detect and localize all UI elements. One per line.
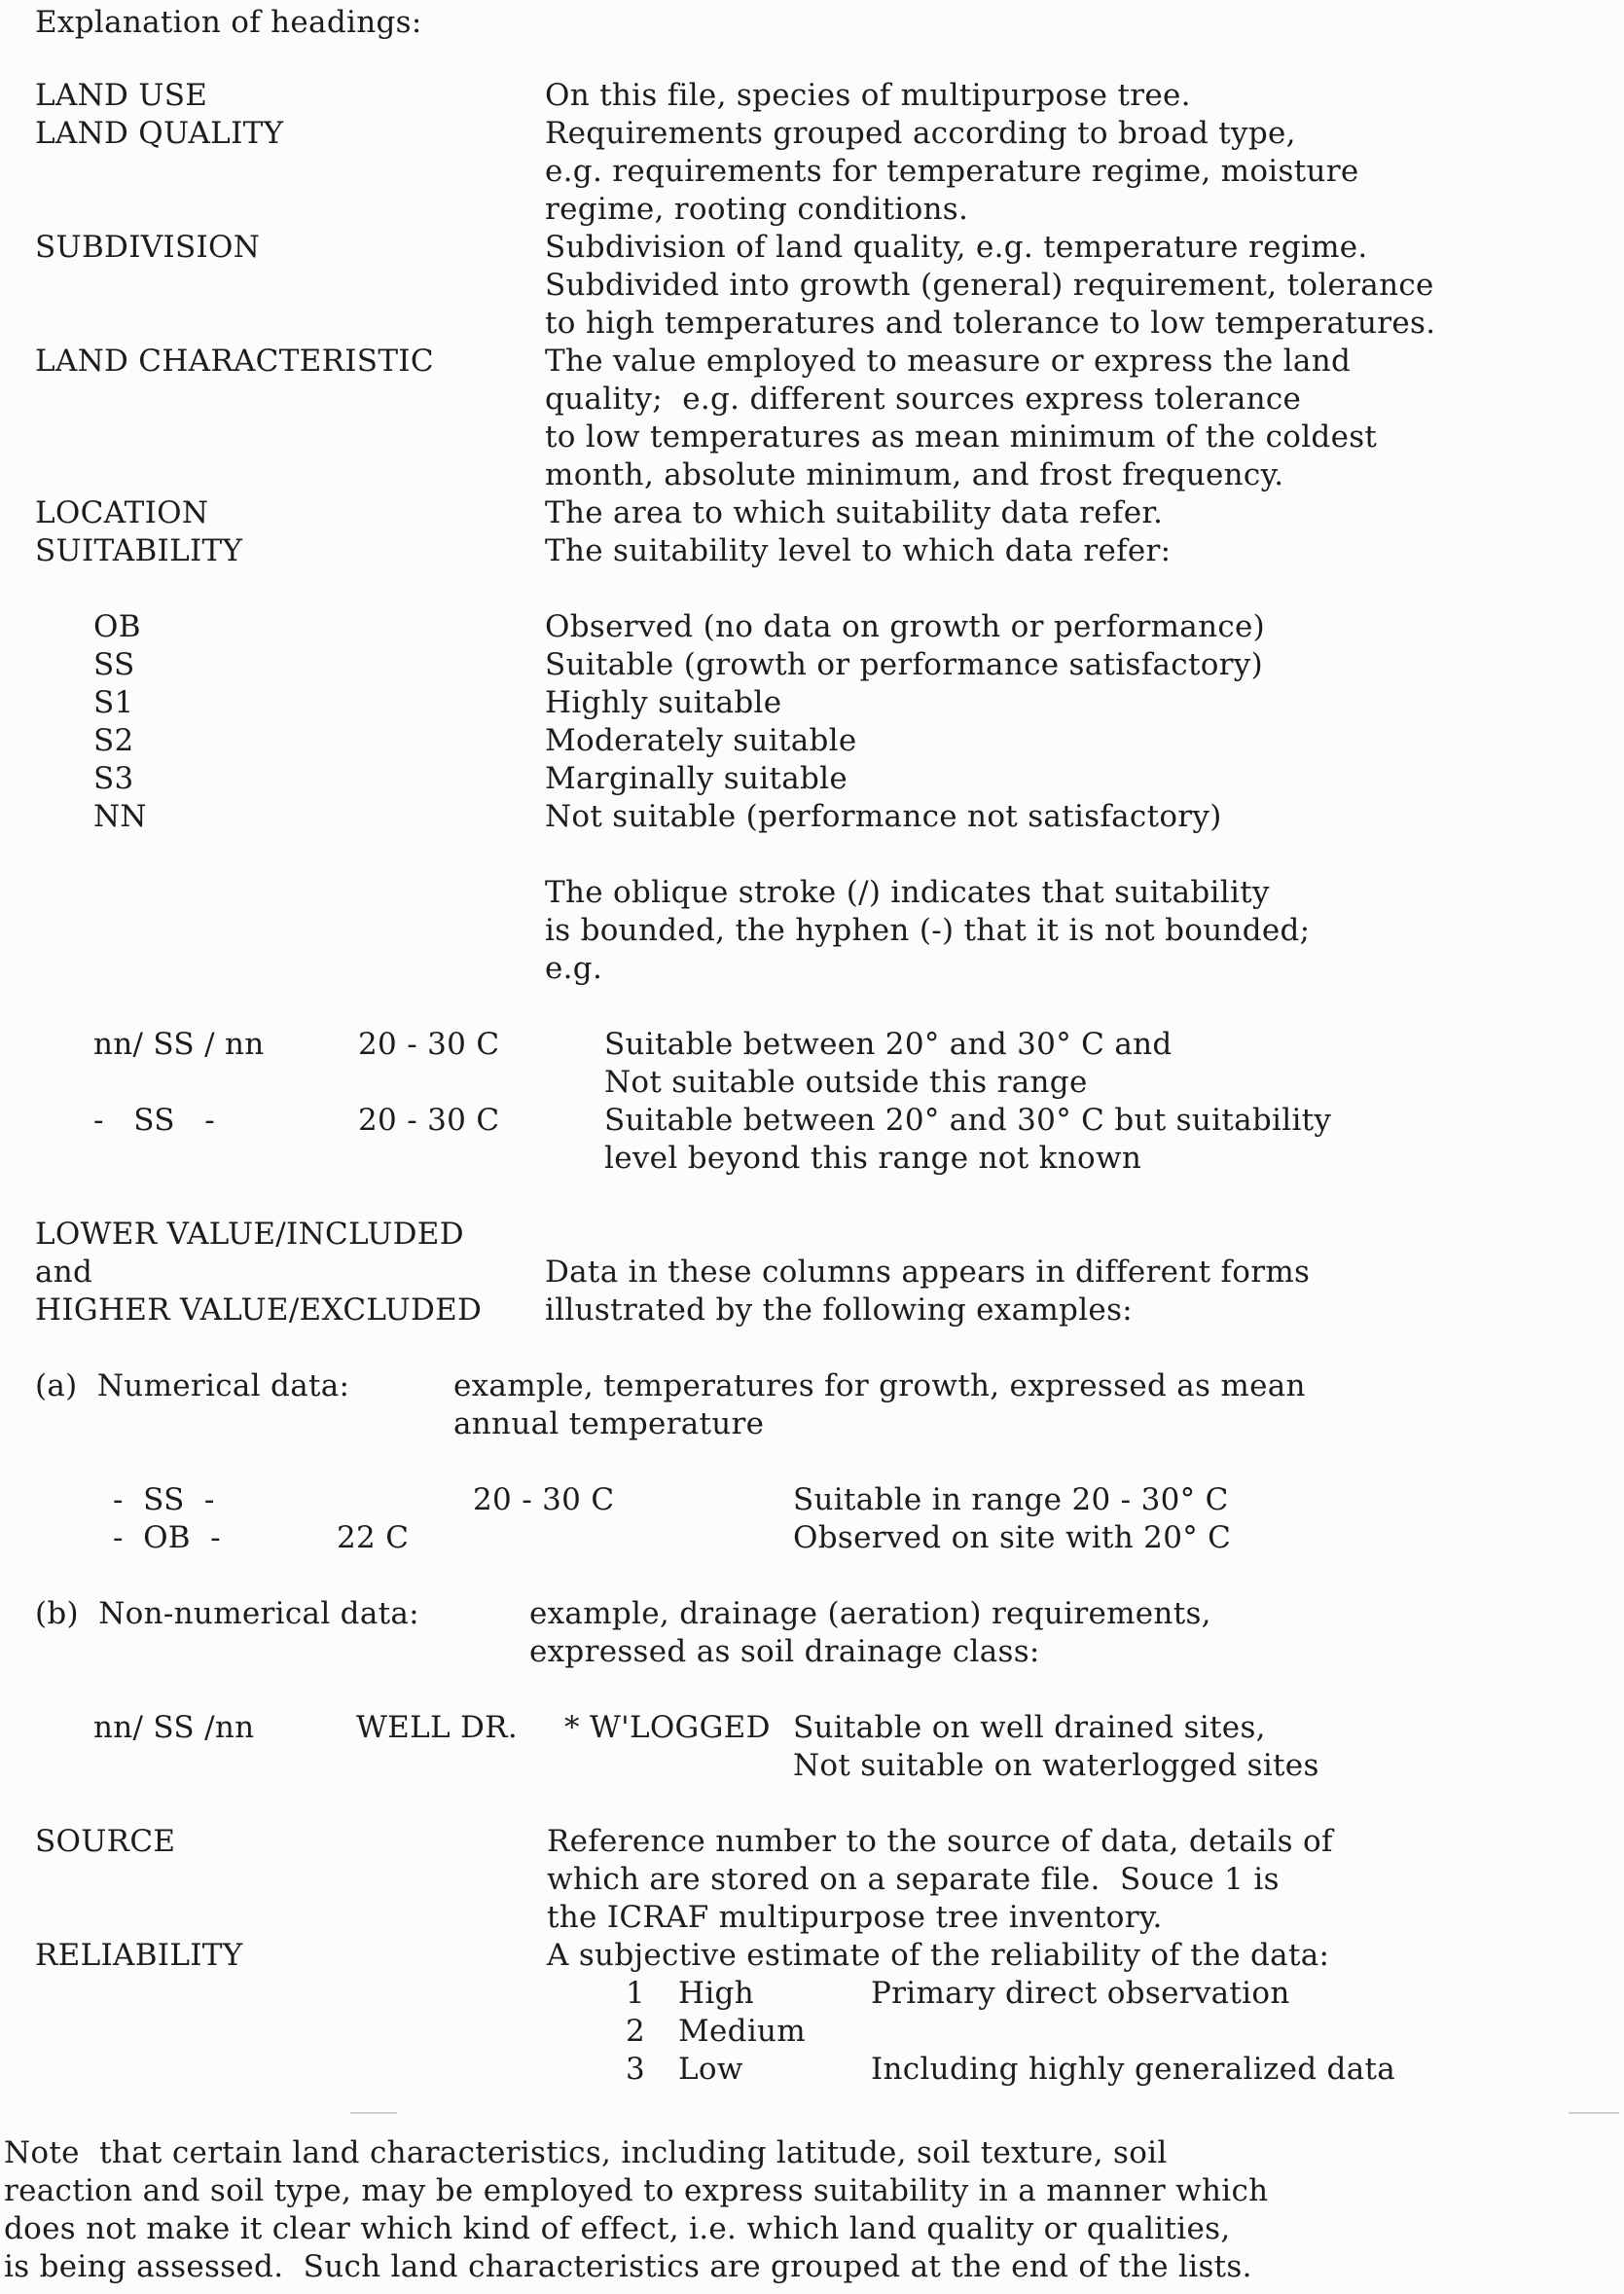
def-location-line: The area to which suitability data refer. xyxy=(545,495,1164,530)
oblique-note-line: The oblique stroke (/) indicates that suitability xyxy=(545,875,1270,910)
suitability-desc-s2: Moderately suitable xyxy=(545,723,857,758)
note-line: Note that certain land characteristics, including latitude, soil texture, soil xyxy=(4,2135,1168,2170)
bound-example-range: 20 - 30 C xyxy=(358,1103,500,1138)
reliability-label: Medium xyxy=(678,2014,807,2049)
term-location: LOCATION xyxy=(35,495,209,530)
numerical-label: (a) Numerical data: xyxy=(35,1368,350,1403)
term-source: SOURCE xyxy=(35,1824,176,1859)
value-desc-line: illustrated by the following examples: xyxy=(545,1293,1134,1328)
nonnumerical-row-desc: Suitable on well drained sites, xyxy=(793,1710,1266,1745)
page-heading: Explanation of headings: xyxy=(35,5,422,40)
scan-mark xyxy=(1569,2112,1619,2114)
note-line: is being assessed. Such land characteristics are grouped at the end of the lists. xyxy=(4,2249,1252,2284)
bound-example-range: 20 - 30 C xyxy=(358,1027,500,1062)
term-suitability: SUITABILITY xyxy=(35,533,243,568)
def-suitability-line: The suitability level to which data refer: xyxy=(545,533,1172,568)
numerical-row-desc: Observed on site with 20° C xyxy=(793,1520,1232,1555)
suitability-code-s3: S3 xyxy=(93,761,134,796)
nonnumerical-row-desc: Not suitable on waterlogged sites xyxy=(793,1748,1319,1783)
suitability-code-nn: NN xyxy=(93,799,147,834)
bound-example-desc: Not suitable outside this range xyxy=(604,1065,1088,1100)
def-subdivision-line: Subdivision of land quality, e.g. temperature regime. xyxy=(545,230,1368,265)
reliability-num: 3 xyxy=(626,2052,646,2087)
note-line: does not make it clear which kind of effect, i.e. which land quality or qualities, xyxy=(4,2211,1231,2246)
suitability-desc-s1: Highly suitable xyxy=(545,685,782,720)
oblique-note-line: is bounded, the hyphen (-) that it is not bounded; xyxy=(545,913,1311,948)
def-land-quality-line: Requirements grouped according to broad type, xyxy=(545,116,1296,151)
nonnumerical-label: (b) Non-numerical data: xyxy=(35,1596,419,1631)
value-desc-line: Data in these columns appears in different forms xyxy=(545,1255,1311,1290)
suitability-desc-ob: Observed (no data on growth or performance) xyxy=(545,609,1266,644)
def-subdivision-line: to high temperatures and tolerance to low temperatures. xyxy=(545,306,1436,341)
def-land-use-line: On this file, species of multipurpose tree. xyxy=(545,78,1191,113)
term-reliability: RELIABILITY xyxy=(35,1938,243,1973)
term-land-quality: LAND QUALITY xyxy=(35,116,284,151)
def-land-characteristic-line: month, absolute minimum, and frost frequency. xyxy=(545,457,1284,492)
nonnumerical-desc-line: expressed as soil drainage class: xyxy=(529,1634,1040,1669)
numerical-row-higher: 20 - 30 C xyxy=(473,1482,615,1517)
term-subdivision: SUBDIVISION xyxy=(35,230,261,265)
scan-mark xyxy=(350,2112,397,2114)
bound-example-desc: level beyond this range not known xyxy=(604,1141,1142,1176)
numerical-desc-line: annual temperature xyxy=(453,1406,765,1441)
oblique-note-line: e.g. xyxy=(545,951,603,986)
def-land-characteristic-line: to low temperatures as mean minimum of the coldest xyxy=(545,419,1378,455)
bound-example-code: nn/ SS / nn xyxy=(93,1027,265,1062)
bound-example-desc: Suitable between 20° and 30° C and xyxy=(604,1027,1173,1062)
value-heading-line: and xyxy=(35,1255,93,1290)
def-source-line: Reference number to the source of data, details of xyxy=(547,1824,1333,1859)
numerical-row-lower: 22 C xyxy=(337,1520,410,1555)
def-land-characteristic-line: The value employed to measure or express the land xyxy=(545,344,1352,379)
term-land-characteristic: LAND CHARACTERISTIC xyxy=(35,344,434,379)
reliability-num: 2 xyxy=(626,2014,646,2049)
numerical-row-code: - SS - xyxy=(113,1482,215,1517)
def-reliability: A subjective estimate of the reliability of the data: xyxy=(547,1938,1330,1973)
reliability-label: Low xyxy=(678,2052,743,2087)
def-source-line: the ICRAF multipurpose tree inventory. xyxy=(547,1900,1163,1935)
value-heading-line: LOWER VALUE/INCLUDED xyxy=(35,1217,464,1252)
suitability-desc-s3: Marginally suitable xyxy=(545,761,848,796)
bound-example-desc: Suitable between 20° and 30° C but suitability xyxy=(604,1103,1332,1138)
def-land-quality-line: e.g. requirements for temperature regime, moisture xyxy=(545,154,1359,189)
def-land-characteristic-line: quality; e.g. different sources express tolerance xyxy=(545,382,1302,417)
bound-example-code: - SS - xyxy=(93,1103,216,1138)
suitability-code-ob: OB xyxy=(93,609,141,644)
suitability-code-s1: S1 xyxy=(93,685,134,720)
suitability-desc-ss: Suitable (growth or performance satisfactory) xyxy=(545,647,1263,682)
suitability-code-s2: S2 xyxy=(93,723,134,758)
numerical-row-desc: Suitable in range 20 - 30° C xyxy=(793,1482,1229,1517)
reliability-desc: Primary direct observation xyxy=(871,1976,1290,2011)
nonnumerical-row-higher: * W'LOGGED xyxy=(564,1710,771,1745)
nonnumerical-desc-line: example, drainage (aeration) requirements, xyxy=(529,1596,1211,1631)
term-land-use: LAND USE xyxy=(35,78,208,113)
def-source-line: which are stored on a separate file. Souce 1 is xyxy=(547,1862,1280,1897)
nonnumerical-row-code: nn/ SS /nn xyxy=(93,1710,255,1745)
nonnumerical-row-lower: WELL DR. xyxy=(356,1710,518,1745)
numerical-desc-line: example, temperatures for growth, expressed as mean xyxy=(453,1368,1306,1403)
value-heading-line: HIGHER VALUE/EXCLUDED xyxy=(35,1293,483,1328)
numerical-row-code: - OB - xyxy=(113,1520,221,1555)
reliability-num: 1 xyxy=(626,1976,646,2011)
suitability-desc-nn: Not suitable (performance not satisfactory) xyxy=(545,799,1222,834)
reliability-label: High xyxy=(678,1976,754,2011)
def-land-quality-line: regime, rooting conditions. xyxy=(545,192,969,227)
suitability-code-ss: SS xyxy=(93,647,135,682)
reliability-desc: Including highly generalized data xyxy=(871,2052,1396,2087)
def-subdivision-line: Subdivided into growth (general) requirement, tolerance xyxy=(545,268,1434,303)
note-line: reaction and soil type, may be employed to express suitability in a manner which xyxy=(4,2173,1269,2208)
